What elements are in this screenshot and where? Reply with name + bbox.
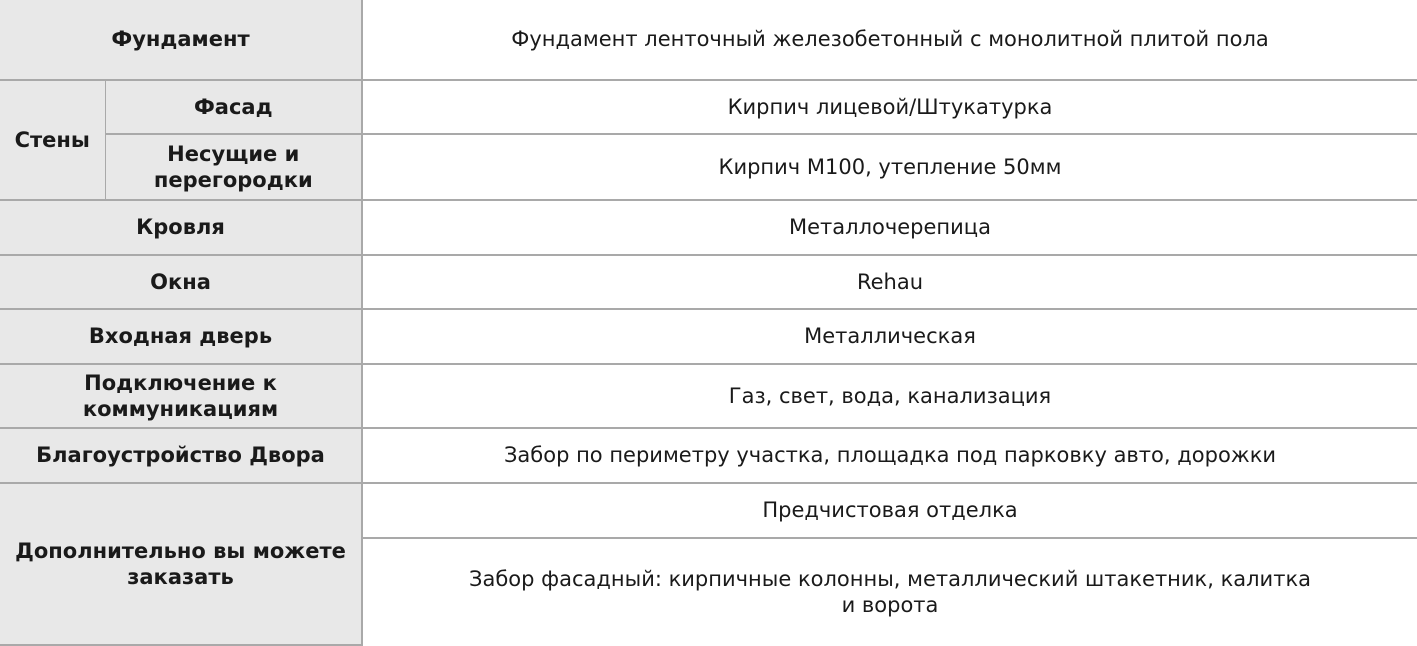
row-value-yard: Забор по периметру участка, площадка под парковку авто, дорожки — [362, 428, 1417, 483]
row-sublabel-facade: Фасад — [105, 80, 362, 134]
row-label-utilities: Подключение к коммуникациям — [0, 364, 362, 428]
row-label-foundation: Фундамент — [0, 0, 362, 80]
row-label-yard: Благоустройство Двора — [0, 428, 362, 483]
row-value-windows: Rehau — [362, 255, 1417, 309]
row-value-utilities: Газ, свет, вода, канализация — [362, 364, 1417, 428]
table-row-utilities — [0, 364, 1417, 428]
table-row-roof — [0, 200, 1417, 255]
table-row-bearing — [0, 134, 1417, 200]
row-label-windows: Окна — [0, 255, 362, 309]
row-value-extra-2: Забор фасадный: кирпичные колонны, металлический штакетник, калитка и ворота — [362, 538, 1417, 645]
table-row-door — [0, 309, 1417, 364]
row-label-roof: Кровля — [0, 200, 362, 255]
row-value-door: Металлическая — [362, 309, 1417, 364]
row-value-bearing: Кирпич М100, утепление 50мм — [362, 134, 1417, 200]
row-label-door: Входная дверь — [0, 309, 362, 364]
table-row-yard — [0, 428, 1417, 483]
row-label-extra: Дополнительно вы можете заказать — [0, 483, 362, 645]
table-row-facade — [0, 80, 1417, 134]
table-row-windows — [0, 255, 1417, 309]
row-sublabel-bearing: Несущие и перегородки — [105, 134, 362, 200]
row-value-roof: Металлочерепица — [362, 200, 1417, 255]
row-value-foundation: Фундамент ленточный железобетонный с монолитной плитой пола — [362, 0, 1417, 80]
table-row-foundation — [0, 0, 1417, 80]
table-row-extra-1 — [0, 483, 1417, 538]
row-label-walls: Стены — [0, 80, 105, 200]
row-value-facade: Кирпич лицевой/Штукатурка — [362, 80, 1417, 134]
row-value-extra-1: Предчистовая отделка — [362, 483, 1417, 538]
